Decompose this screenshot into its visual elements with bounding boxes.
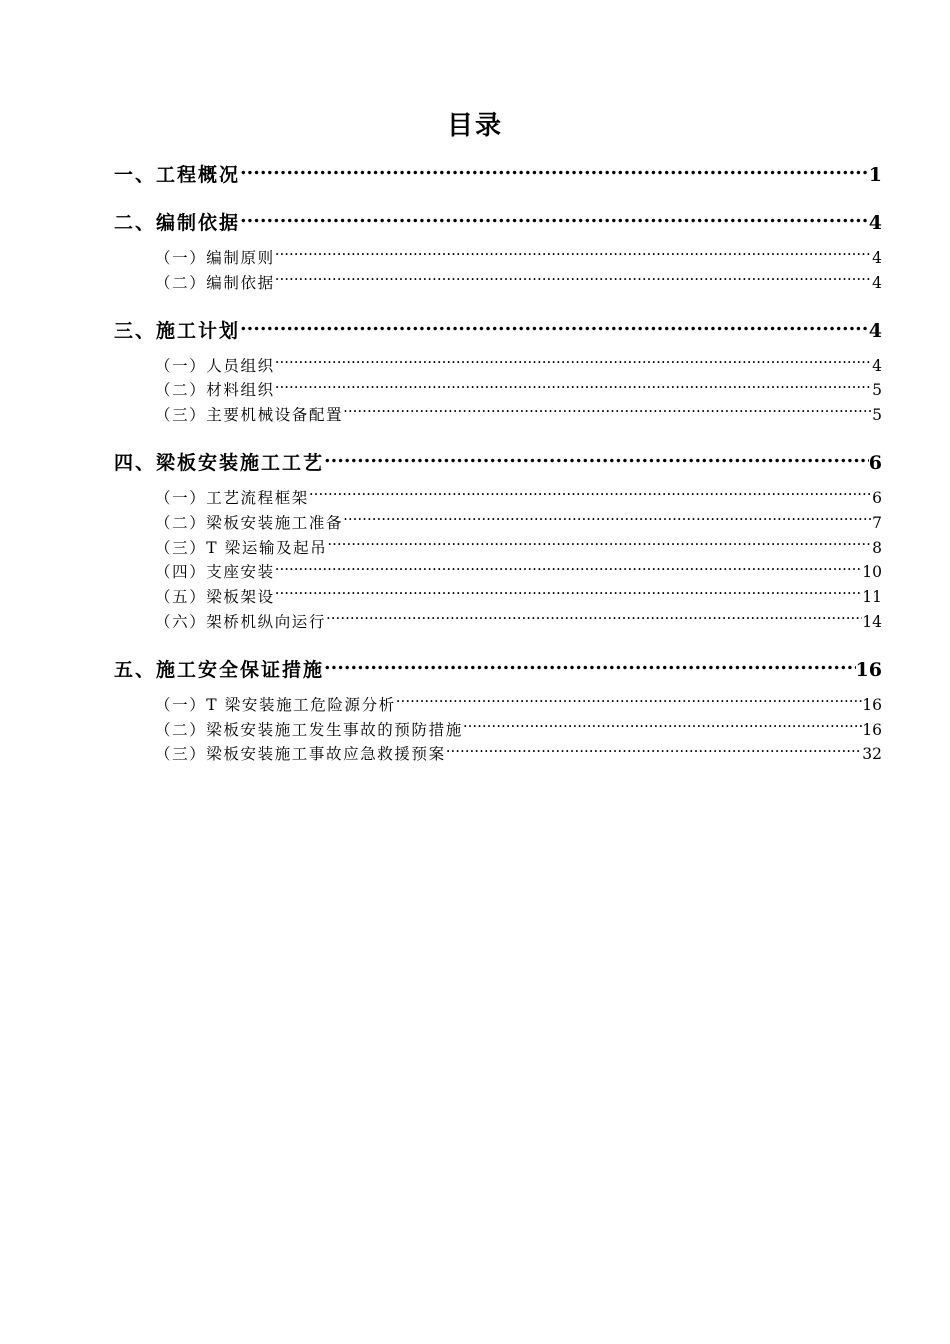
toc-subsection-entry[interactable] [114,536,882,561]
toc-subsection-entry[interactable] [114,585,882,610]
toc-subsection-group [114,486,882,635]
toc-page-number: 16 [855,658,882,681]
toc-subsection-entry[interactable] [114,271,882,296]
toc-page-number: 4 [868,212,882,234]
toc-subsection-label: （一）工艺流程框架 [155,488,309,507]
toc-page-number: 10 [862,563,882,582]
toc-page-number: 32 [862,745,882,764]
toc-subsection-entry[interactable] [114,354,882,379]
toc-section-label: 四、梁板安装施工工艺 [114,451,325,474]
toc-leader-dots [326,612,862,627]
table-of-contents [114,162,882,767]
toc-page-number: 16 [862,720,882,739]
toc-leader-dots [240,162,869,181]
toc-leader-dots [446,744,863,759]
toc-leader-dots [275,562,863,577]
toc-subsection-label: （二）梁板安装施工准备 [155,513,344,532]
toc-leader-dots [275,356,872,371]
toc-subsection-group [114,354,882,428]
toc-page-number: 4 [872,356,882,375]
toc-subsection-entry[interactable] [114,246,882,271]
toc-page-number: 5 [872,381,882,400]
toc-subsection-entry[interactable] [114,560,882,585]
toc-page-number: 8 [872,538,882,557]
toc-leader-dots [275,273,872,288]
toc-leader-dots [275,380,872,395]
toc-subsection-label: （二）编制依据 [155,273,275,292]
toc-subsection-label: （三）梁板安装施工事故应急救援预案 [155,745,446,764]
toc-subsection-label: （一）编制原则 [155,249,275,267]
toc-subsection-label: （一）T 梁安装施工危险源分析 [155,695,396,714]
toc-section-entry[interactable] [114,162,882,188]
toc-subsection-entry[interactable] [114,486,882,511]
toc-subsection-label: （二）梁板安装施工发生事故的预防措施 [155,720,463,739]
toc-subsection-entry[interactable] [114,511,882,536]
toc-leader-dots [324,657,856,676]
toc-leader-dots [275,587,863,602]
toc-leader-dots [463,720,862,735]
toc-leader-dots [343,405,872,420]
toc-subsection-label: （六）架桥机纵向运行 [155,612,327,631]
toc-page-number: 14 [862,612,882,631]
toc-subsection-entry[interactable] [114,610,882,635]
toc-section-entry[interactable] [114,210,882,236]
toc-subsection-group [114,246,882,296]
toc-subsection-label: （二）材料组织 [155,381,275,400]
toc-page-number: 1 [868,164,882,186]
toc-page-number: 16 [862,695,882,714]
toc-page-number: 6 [868,451,882,474]
toc-subsection-entry[interactable] [114,378,882,403]
toc-subsection-label: （四）支座安装 [155,563,275,582]
toc-page-number: 5 [872,406,882,425]
toc-subsection-entry[interactable] [114,718,882,743]
toc-section-entry[interactable] [114,318,882,344]
toc-subsection-entry[interactable] [114,742,882,767]
toc-subsection-label: （一）人员组织 [155,356,275,375]
toc-leader-dots [396,695,862,710]
toc-page-number: 4 [872,249,882,267]
toc-page-number: 4 [872,273,882,292]
toc-leader-dots [324,450,869,469]
toc-section-label: 三、施工计划 [114,319,241,342]
toc-page-number: 6 [872,488,882,507]
toc-leader-dots [343,513,872,528]
toc-title: 目录 [446,111,503,141]
toc-subsection-label: （三）T 梁运输及起吊 [155,538,328,557]
toc-leader-dots [309,488,872,503]
toc-subsection-label: （五）梁板架设 [155,588,275,607]
toc-page-number: 11 [862,588,882,607]
toc-section-entry[interactable] [114,450,882,476]
toc-leader-dots [275,248,872,263]
toc-section-label: 一、工程概况 [114,164,241,186]
toc-leader-dots [240,210,869,229]
toc-leader-dots [240,318,869,337]
toc-subsection-label: （三）主要机械设备配置 [155,406,344,425]
toc-leader-dots [327,538,872,553]
toc-section-label: 五、施工安全保证措施 [114,658,325,681]
toc-page-number: 4 [868,319,882,342]
toc-subsection-entry[interactable] [114,693,882,718]
toc-subsection-entry[interactable] [114,403,882,428]
toc-page-number: 7 [872,513,882,532]
toc-section-entry[interactable] [114,657,882,683]
toc-subsection-group [114,693,882,767]
toc-section-label: 二、编制依据 [114,212,241,234]
